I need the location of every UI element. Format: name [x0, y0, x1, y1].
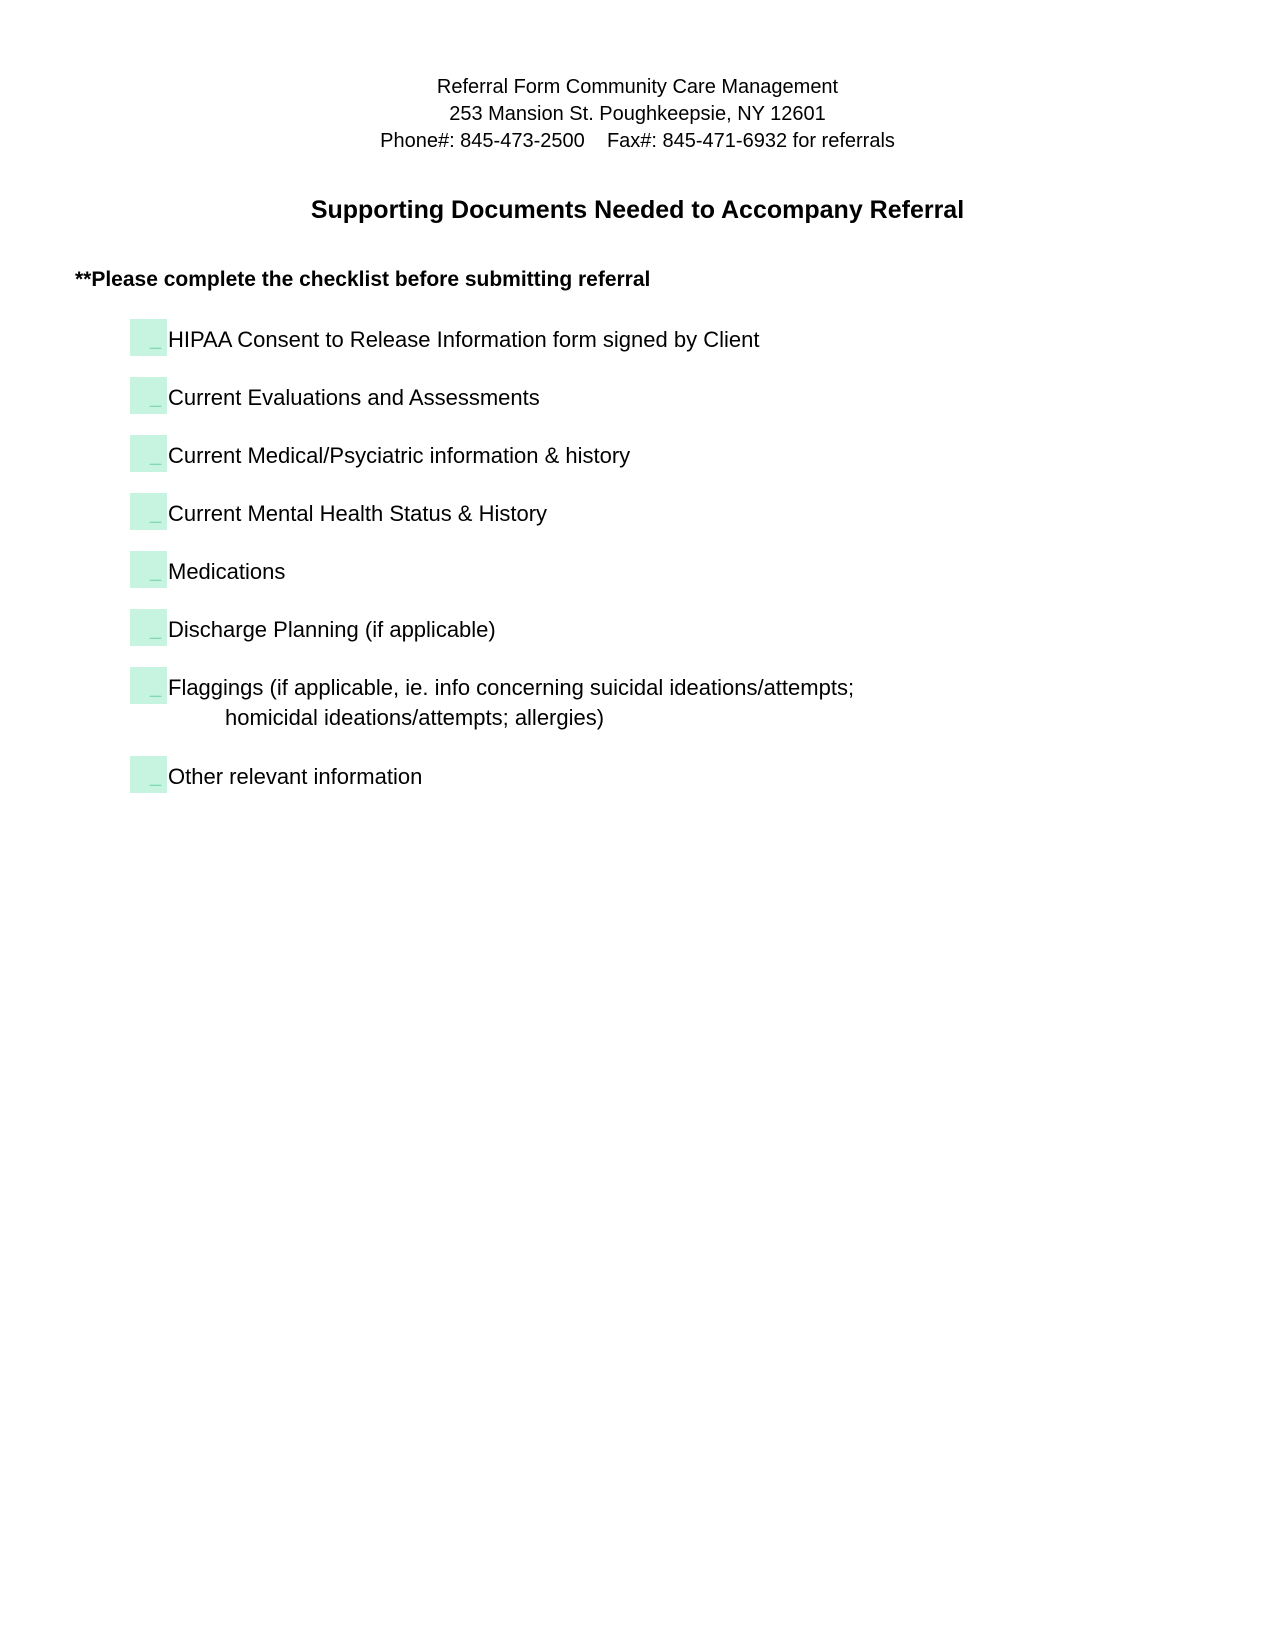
checklist-item-label-line2: homicidal ideations/attempts; allergies)	[225, 705, 605, 730]
checklist-item-discharge-planning	[130, 609, 1130, 647]
checklist-item-label: Current Evaluations and Assessments	[168, 385, 540, 410]
checklist-item-label: Medications	[168, 559, 286, 584]
checkbox-evaluations[interactable]	[130, 377, 167, 414]
checklist-item-hipaa-consent	[130, 319, 1130, 357]
checklist-item-label: Discharge Planning (if applicable)	[168, 617, 496, 642]
checklist-item-flaggings	[130, 667, 1130, 735]
contact-numbers: Phone#: 845-473-2500 Fax#: 845-471-6932 for referrals	[380, 130, 895, 152]
checkbox-medications[interactable]	[130, 551, 167, 588]
checklist-item-label: HIPAA Consent to Release Information form signed by Client	[168, 327, 760, 352]
checklist-item-label: Current Mental Health Status & History	[168, 501, 548, 526]
blank-mark: _	[150, 386, 162, 408]
blank-mark: _	[150, 618, 162, 640]
checkbox-other-information[interactable]	[130, 756, 167, 793]
checklist-item-medical-history	[130, 435, 1130, 473]
checklist-item-label: Other relevant information	[168, 764, 423, 789]
checklist-item-evaluations	[130, 377, 1130, 415]
checkbox-medical-history[interactable]	[130, 435, 167, 472]
blank-mark: _	[150, 502, 162, 524]
checklist-item-mental-health	[130, 493, 1130, 531]
page-title: Supporting Documents Needed to Accompany Referral	[310, 196, 965, 224]
checklist-item-label-line1: Flaggings (if applicable, ie. info concerning suicidal ideations/attempts;	[168, 675, 855, 700]
checkbox-hipaa-consent[interactable]	[130, 319, 167, 356]
checklist-item-label	[168, 673, 854, 733]
blank-mark: _	[150, 328, 162, 350]
checkbox-discharge-planning[interactable]	[130, 609, 167, 646]
blank-mark: _	[150, 444, 162, 466]
checklist-instruction: **Please complete the checklist before submitting referral	[75, 268, 651, 291]
checklist-item-label: Current Medical/Psyciatric information & history	[168, 443, 631, 468]
organization-address: 253 Mansion St. Poughkeepsie, NY 12601	[449, 103, 826, 125]
form-header	[0, 74, 1275, 155]
checkbox-flaggings[interactable]	[130, 667, 167, 704]
organization-name: Referral Form Community Care Management	[436, 76, 839, 98]
checklist-item-other-information	[130, 756, 1130, 794]
blank-mark: _	[150, 765, 162, 787]
blank-mark: _	[150, 676, 162, 698]
checklist-item-medications	[130, 551, 1130, 589]
checkbox-mental-health[interactable]	[130, 493, 167, 530]
blank-mark: _	[150, 560, 162, 582]
